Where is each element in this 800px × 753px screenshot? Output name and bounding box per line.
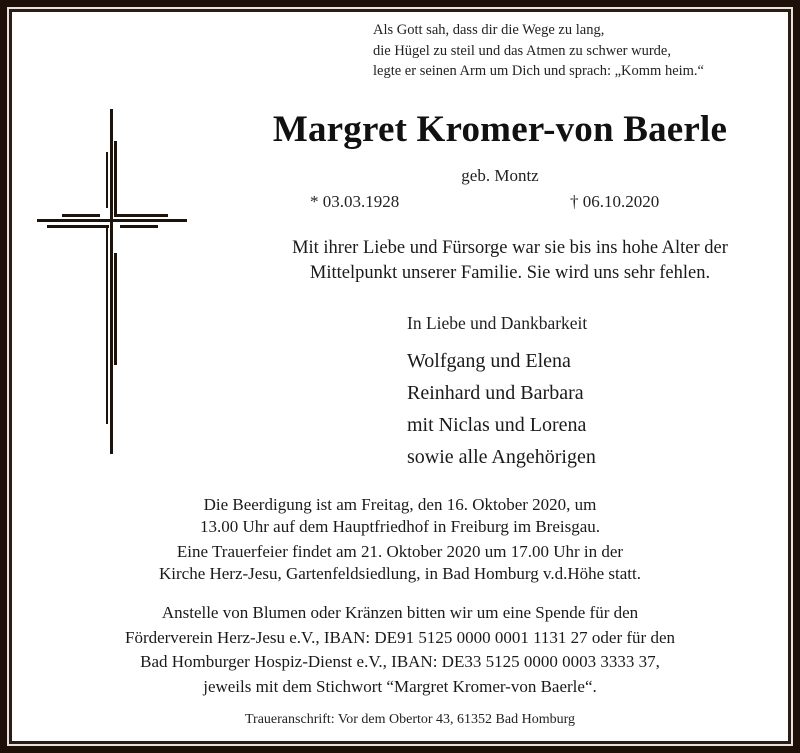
donation-request [60, 601, 740, 699]
mourner-name: mit Niclas und Lorena [407, 414, 587, 436]
mourner-name: sowie alle Angehörigen [407, 446, 596, 468]
mourners-greeting: In Liebe und Dankbarkeit [407, 313, 588, 333]
mourners-list [407, 345, 596, 473]
mourner-name: Wolfgang und Elena [407, 350, 571, 372]
death-date: † 06.10.2020 [570, 192, 660, 211]
donation-line: Bad Homburger Hospiz-Dienst e.V., IBAN: DE33 5125 0000 0003 3333 37, [140, 652, 660, 671]
funeral-details [100, 494, 700, 588]
burial-info: Die Beerdigung ist am Freitag, den 16. Oktober 2020, um 13.00 Uhr auf dem Hauptfriedhof in Freiburg im Breisgau. [199, 495, 601, 536]
mourner-name: Reinhard und Barbara [407, 382, 584, 404]
poem-line: die Hügel zu steil und das Atmen zu schwer wurde, [373, 42, 671, 59]
maiden-name: geb. Montz [461, 166, 539, 185]
poem-line: Als Gott sah, dass dir die Wege zu lang, [373, 22, 605, 38]
deceased-name: Margret Kromer-von Baerle [272, 109, 728, 150]
tribute-line: Mittelpunkt unserer Familie. Sie wird uns sehr fehlen. [309, 263, 711, 283]
donation-line: jeweils mit dem Stichwort “Margret Kromer-von Baerle“. [203, 676, 597, 696]
donation-line: Förderverein Herz-Jesu e.V., IBAN: DE91 5125 0000 0001 1131 27 oder für den [124, 627, 676, 647]
tribute-line: Mit ihrer Liebe und Fürsorge war sie bis ins hohe Alter der [292, 238, 728, 258]
poem-line: legte er seinen Arm um Dich und sprach: „Komm heim.“ [373, 63, 704, 79]
service-info: Eine Trauerfeier findet am 21. Oktober 2020 um 17.00 Uhr in der Kirche Herz-Jesu, Gartenfeldsiedlung, in Bad Homburg v.d.Höhe statt. [158, 542, 642, 583]
tribute-text [220, 236, 800, 286]
donation-line: Anstelle von Blumen oder Kränzen bitten wir um eine Spende für den [161, 603, 639, 622]
birth-date: * 03.03.1928 [310, 192, 400, 211]
mourning-address: Traueranschrift: Vor dem Obertor 43, 61352 Bad Homburg [245, 712, 575, 727]
memorial-poem [373, 20, 704, 82]
